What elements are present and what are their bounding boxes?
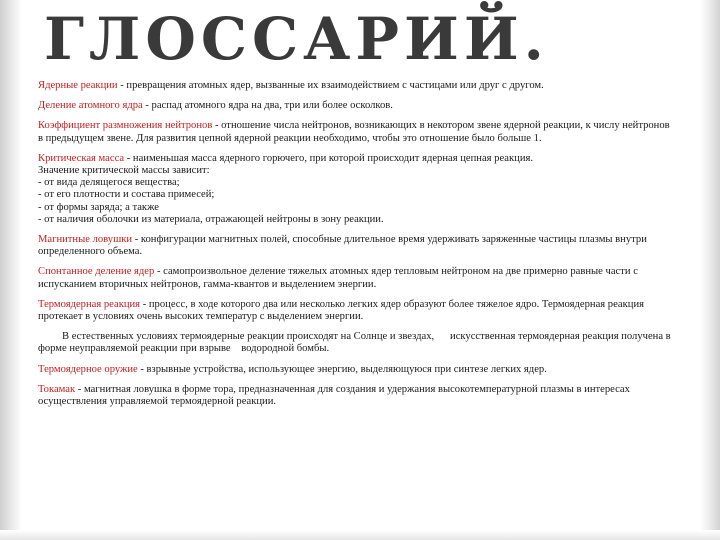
entry-text — [38, 384, 674, 408]
glossary-entry — [38, 153, 674, 226]
entry-term: Термоядерное оружие — [38, 363, 138, 375]
entry-term: Коэффициент размножения нейтронов — [38, 120, 213, 132]
entry-definition: - отношение числа нейтронов, возникающих в некотором звене ядерной реакции, к числу нейтронов в предыдущем звене. Для развития цепной ядерной реакции необходимо, чтобы это отношение было больше 1. — [38, 120, 670, 144]
entry-definition: - наименьшая масса ядерного горючего, при которой происходит ядерная цепная реакция. — [124, 152, 534, 164]
entry-definition: - конфигурации магнитных полей, способные длительное время удерживать заряженные частицы плазмы внутри определенного объема. — [38, 234, 647, 258]
entry-term: Токамак — [38, 383, 76, 395]
entry-term: Магнитные ловушки — [38, 234, 133, 246]
glossary-entry — [38, 266, 674, 290]
slide-left-edge-shadow — [0, 0, 22, 540]
glossary-entry — [38, 120, 674, 144]
entry-text — [38, 299, 674, 323]
entry-extra-line: - от наличия оболочки из материала, отражающей нейтроны в зону реакции. — [38, 213, 384, 225]
entry-extra-line: - от его плотности и состава примесей; — [38, 189, 215, 201]
entry-text — [38, 120, 674, 144]
entry-definition: - взрывные устройства, использующее энергию, выделяющуюся при синтезе легких ядер. — [137, 363, 547, 375]
entry-term: Ядерные реакции — [38, 80, 118, 91]
entry-text — [38, 266, 674, 290]
entry-definition: - распад атомного ядра на два, три или более осколков. — [142, 100, 393, 112]
slide-bottom-edge-shadow — [0, 530, 720, 540]
entry-definition: - магнитная ловушка в форме тора, предназначенная для создания и удержания высокотемпературной плазмы в интересах осуществления управляемой термоядерной реакции. — [38, 383, 630, 408]
glossary-entry — [38, 234, 674, 258]
entry-term: Термоядерная реакция — [38, 298, 141, 310]
glossary-entry — [38, 299, 674, 323]
entry-text — [38, 80, 674, 92]
entry-definition: - процесс, в ходе которого два или несколько легких ядер образуют более тяжелое ядро. Термоядерная реакция протекает в условиях очень высоких температур с выделением энергии. — [38, 298, 644, 323]
entry-term: Деление атомного ядра — [38, 100, 143, 112]
entry-text — [38, 234, 674, 258]
entry-term: Спонтанное деление ядер — [38, 266, 155, 278]
entry-extra-line: - от формы заряда; а также — [38, 201, 159, 213]
glossary-note — [38, 331, 674, 355]
entry-extra-line: Значение критической массы зависит: — [38, 165, 210, 177]
glossary-entry — [38, 100, 674, 112]
note-text: В естественных условиях термоядерные реакции происходят на Солнце и звездах, искусственная термоядерная реакция получена в форме неуправляемой реакции при взрыве водородной бомбы. — [38, 331, 674, 355]
entry-text — [38, 364, 674, 376]
page-title: ГЛОССАРИЙ. — [44, 5, 549, 73]
entry-text — [38, 100, 674, 112]
glossary-entry — [38, 80, 674, 92]
glossary-entry — [38, 384, 674, 408]
entry-text — [38, 153, 674, 165]
entry-definition: - самопроизвольное деление тяжелых атомных ядер тепловым нейтроном на две примерно равные части с испусканием вторичных нейтронов, гамма-квантов и выделением энергии. — [38, 266, 638, 290]
entry-definition: - превращения атомных ядер, вызванные их взаимодействием с частицами или друг с другом. — [117, 80, 544, 91]
entry-term: Критическая масса — [38, 152, 125, 164]
glossary-list — [38, 80, 674, 416]
glossary-entry — [38, 364, 674, 376]
entry-extra-line: - от вида делящегося вещества; — [38, 177, 180, 189]
slide-right-edge-shadow — [700, 0, 720, 540]
